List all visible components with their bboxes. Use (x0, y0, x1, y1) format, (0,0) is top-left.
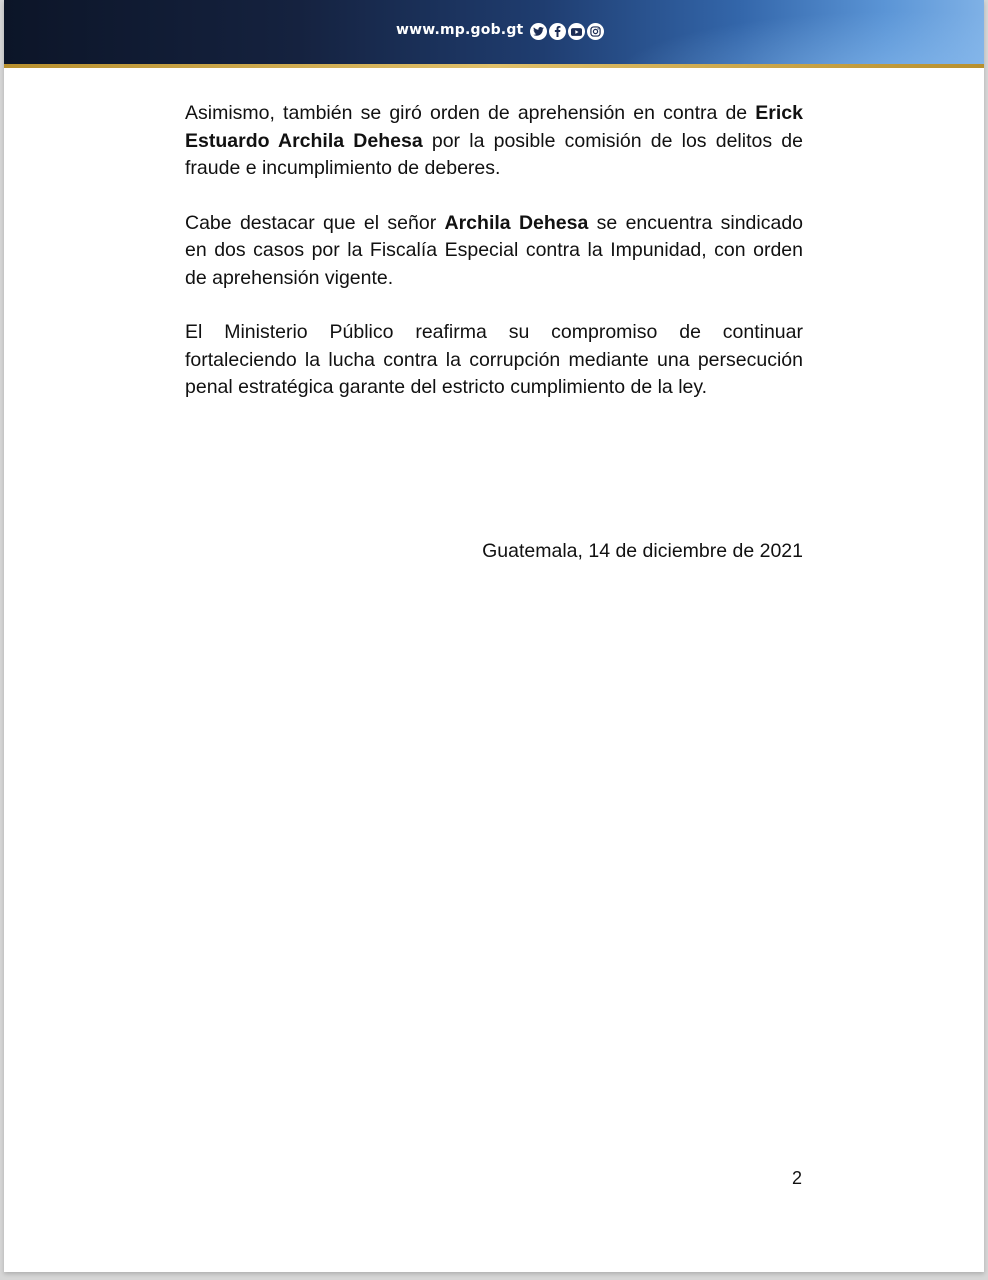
document-page (4, 0, 984, 1272)
gold-divider (4, 64, 984, 68)
page-number: 2 (791, 1168, 802, 1188)
paragraph-1-text-a: Asimismo, también se giró orden de aprehensión en contra de (185, 102, 756, 124)
letterhead-banner (4, 0, 984, 64)
document-body (185, 100, 803, 429)
paragraph-2-text-a: Cabe destacar que el señor (185, 211, 445, 234)
paragraph-2 (185, 210, 803, 293)
paragraph-3: El Ministerio Público reafirma su compromiso de continuar fortaleciendo la lucha contra la corrupción mediante una persecución penal estratégica garante del estricto cumplimiento de la ley. (185, 321, 803, 398)
banner-wave (564, 0, 984, 64)
facebook-icon[interactable] (549, 23, 566, 40)
paragraph-1-text-c: por la posible comisión de los delitos de fraude e incumplimiento de deberes. (185, 129, 803, 179)
paragraph-2-name: Archila Dehesa (444, 211, 589, 234)
twitter-icon[interactable] (530, 23, 547, 40)
date-line: Guatemala, 14 de diciembre de 2021 (482, 540, 803, 562)
paragraph-2-text-c: se encuentra sindicado en dos casos por la Fiscalía Especial contra la Impunidad, con orden de aprehensión vigente. (185, 211, 804, 289)
website-url[interactable]: www.mp.gob.gt (396, 22, 524, 38)
instagram-icon[interactable] (587, 23, 604, 40)
youtube-icon[interactable] (568, 23, 585, 40)
paragraph-1-name: Erick Estuardo Archila Dehesa (185, 102, 803, 152)
social-icons (530, 23, 604, 40)
paragraph-1 (185, 100, 803, 183)
